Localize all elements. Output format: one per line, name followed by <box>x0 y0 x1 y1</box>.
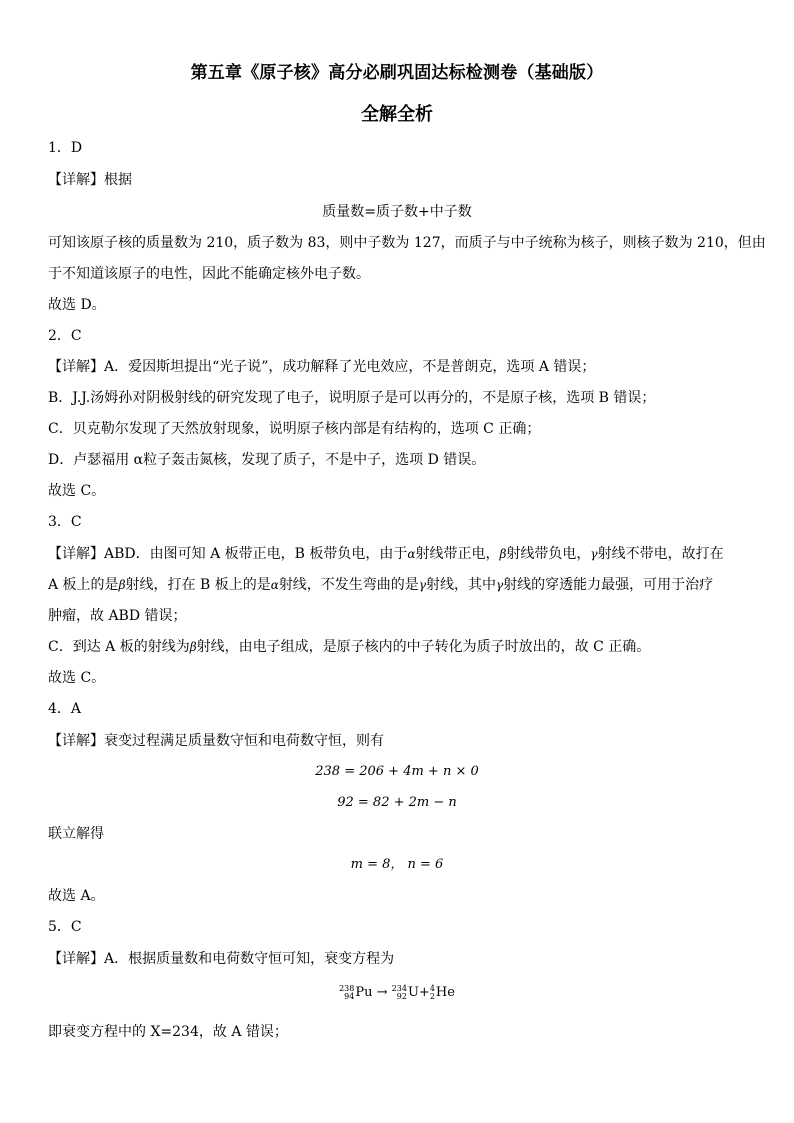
q3-text: 射线不带电，故打在 <box>597 546 724 562</box>
q4-detail: 【详解】衰变过程满足质量数守恒和电荷数守恒，则有 <box>48 733 384 749</box>
he-symbol: He <box>435 985 455 1000</box>
q3-text: A 板上的是 <box>48 577 119 593</box>
q4-answer: 4．A <box>48 701 82 717</box>
q3-line-4 <box>48 638 748 656</box>
q3-line-1 <box>48 545 748 563</box>
q5-decay-equation <box>0 984 794 1002</box>
arrow-symbol: → <box>376 985 388 1000</box>
q3-text: 射线的穿透能力最强，可用于治疗 <box>503 577 714 593</box>
gamma-symbol: γ <box>418 578 426 592</box>
q3-answer: 3．C <box>48 514 82 530</box>
q3-text: 射线，由电子组成，是原子核内的中子转化为质子时放出的，故 C 正确。 <box>196 639 651 655</box>
q3-line-2 <box>48 576 748 594</box>
q4-result: m = 8， n = 6 <box>350 857 444 872</box>
he-numbers <box>430 985 435 1001</box>
u-atomic-number: 92 <box>396 991 407 1001</box>
q4-equation-1: 238 = 206 + 4m + n × 0 <box>315 764 479 779</box>
gamma-symbol: γ <box>590 547 598 561</box>
q1-detail: 【详解】根据 <box>48 172 132 188</box>
q1-paragraph-2: 于不知道该原子的电性，因此不能确定核外电子数。 <box>48 266 370 282</box>
beta-symbol: β <box>118 578 126 592</box>
q2-option-a: 【详解】A．爱因斯坦提出“光子说”，成功解释了光电效应，不是普朗克，选项 A 错误； <box>48 359 596 375</box>
u-mass-number: 234 <box>391 983 407 993</box>
q3-conclusion: 故选 C。 <box>48 670 106 686</box>
q3-text: 【详解】ABD．由图可知 A 板带正电，B 板带负电，由于 <box>48 546 408 562</box>
q4-equation-2: 92 = 82 + 2m − n <box>337 795 457 810</box>
q4-solve: 联立解得 <box>48 826 104 842</box>
pu-mass-number: 238 <box>339 983 355 993</box>
pu-numbers <box>339 985 354 1001</box>
alpha-symbol: α <box>270 578 279 592</box>
q5-last-line: 即衰变方程中的 X=234，故 A 错误； <box>48 1024 288 1040</box>
q3-text: 射线带正电， <box>415 546 500 562</box>
pu-symbol: Pu <box>355 985 373 1000</box>
q3-text: 射线，不发生弯曲的是 <box>278 577 419 593</box>
alpha-symbol: α <box>407 547 416 561</box>
q1-conclusion: 故选 D。 <box>48 297 106 313</box>
page-title: 第五章《原子核》高分必刷巩固达标检测卷（基础版） <box>190 63 604 83</box>
q2-option-d: D．卢瑟福用 α粒子轰击氮核，发现了质子，不是中子，选项 D 错误。 <box>48 452 486 468</box>
q2-option-c: C．贝克勒尔发现了天然放射现象，说明原子核内部是有结构的，选项 C 正确； <box>48 421 541 437</box>
u-symbol: U <box>407 985 419 1000</box>
he-mass-number: 4 <box>429 983 435 993</box>
page-subtitle: 全解全析 <box>361 104 433 125</box>
u-numbers <box>392 985 407 1001</box>
q2-answer: 2．C <box>48 328 82 344</box>
pu-atomic-number: 94 <box>344 991 355 1001</box>
q3-text: 射线，打在 B 板上的是 <box>125 577 271 593</box>
q5-detail: 【详解】A．根据质量数和电荷数守恒可知，衰变方程为 <box>48 951 395 967</box>
q2-conclusion: 故选 C。 <box>48 483 106 499</box>
q3-text: C．到达 A 板的射线为 <box>48 639 190 655</box>
q2-option-b: B．J.J.汤姆孙对阴极射线的研究发现了电子，说明原子是可以再分的，不是原子核，选项 B 错误； <box>48 390 656 406</box>
q1-formula: 质量数=质子数+中子数 <box>322 204 472 220</box>
q1-answer: 1．D <box>48 140 83 156</box>
beta-symbol: β <box>189 640 197 654</box>
gamma-symbol: γ <box>495 578 504 592</box>
q5-answer: 5．C <box>48 919 82 935</box>
plus-symbol: + <box>418 985 430 1000</box>
q3-text: 射线带负电， <box>506 546 591 562</box>
beta-symbol: β <box>499 547 507 561</box>
he-atomic-number: 2 <box>429 991 435 1001</box>
q3-line-3: 肿瘤，故 ABD 错误； <box>48 608 187 624</box>
q3-text: 射线，其中 <box>425 577 496 593</box>
q4-conclusion: 故选 A。 <box>48 888 105 904</box>
q1-paragraph-1: 可知该原子核的质量数为 210，质子数为 83，则中子数为 127，而质子与中子统称为核子，则核子数为 210，但由 <box>48 235 766 251</box>
